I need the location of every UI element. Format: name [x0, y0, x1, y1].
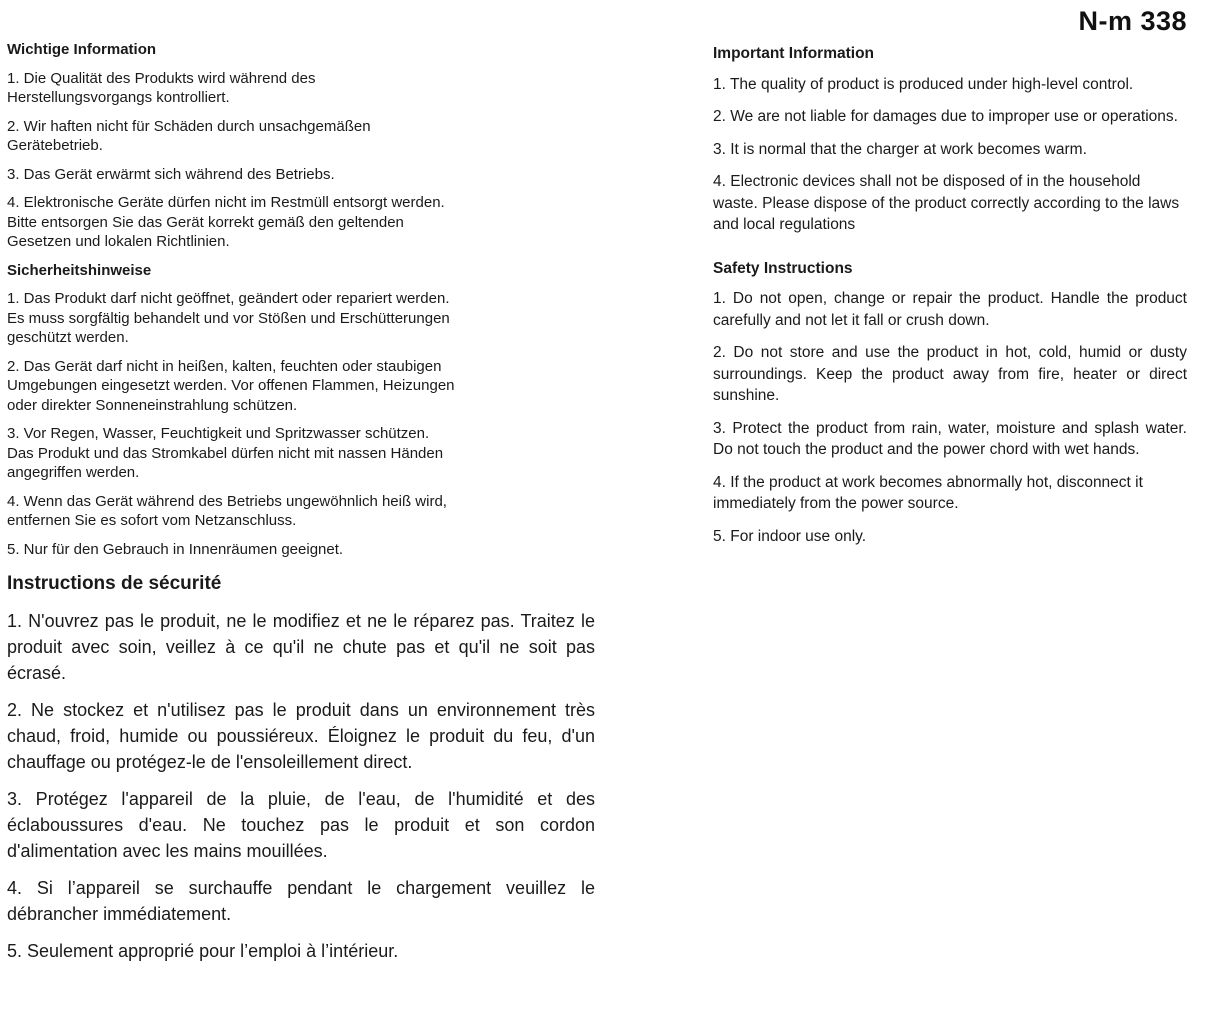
german-safety-item-4: 4. Wenn das Gerät während des Betriebs ungewöhnlich heiß wird, entfernen Sie es sofort vom Netzanschluss.: [7, 492, 452, 529]
german-safety-item-2: 2. Das Gerät darf nicht in heißen, kalten, feuchten oder staubigen Umgebungen eingesetzt werden. Vor offenen Flammen, Heizungen oder direkter Sonneneinstrahlung schützen.: [7, 357, 459, 414]
english-important-item-4: 4. Electronic devices shall not be disposed of in the household waste. Please dispose of the product correctly according to the laws and local regulations: [713, 173, 1180, 233]
french-safety-heading: Instructions de sécurité: [7, 573, 222, 594]
right-column: [713, 6, 1187, 558]
english-safety-item-2: 2. Do not store and use the product in hot, cold, humid or dusty surroundings. Keep the product away from fire, heater or direct sunshine.: [713, 344, 1187, 404]
english-important-item-2: 2. We are not liable for damages due to improper use or operations.: [713, 108, 1178, 125]
english-section: [713, 43, 1187, 547]
english-important-item-1: 1. The quality of product is produced under high-level control.: [713, 75, 1134, 93]
english-safety-item-5: 5. For indoor use only.: [713, 527, 867, 545]
french-safety-item-2: 2. Ne stockez et n'utilisez pas le produit dans un environnement très chaud, froid, humide ou poussiéreux. Éloignez le produit du feu, d'un chauffage ou protégez-le de l'ensoleillement direct.: [7, 700, 595, 772]
english-important-heading: Important Information: [713, 45, 875, 62]
french-section: [7, 571, 595, 964]
german-safety-heading: Sicherheitshinweise: [7, 261, 152, 279]
german-section: [7, 40, 457, 559]
french-safety-item-1: 1. N'ouvrez pas le produit, ne le modifiez et ne le réparez pas. Traitez le produit avec soin, veillez à ce qu'il ne chute pas et qu'il ne soit pas écrasé.: [7, 611, 595, 683]
english-safety-item-3: 3. Protect the product from rain, water, moisture and splash water. Do not touch the product and the power chord with wet hands.: [713, 419, 1187, 458]
model-number: N-m 338: [1078, 6, 1187, 36]
english-important-item-3: 3. It is normal that the charger at work becomes warm.: [713, 140, 1087, 158]
german-important-item-1: 1. Die Qualität des Produkts wird während des Herstellungsvorgangs kontrolliert.: [7, 69, 320, 106]
french-safety-item-3: 3. Protégez l'appareil de la pluie, de l'eau, de l'humidité et des éclaboussures d'eau. Ne touchez pas le produit et son cordon d'alimentation avec les mains mouillées.: [7, 789, 595, 861]
french-safety-item-5: 5. Seulement approprié pour l’emploi à l’intérieur.: [7, 941, 399, 961]
german-important-item-3: 3. Das Gerät erwärmt sich während des Betriebs.: [7, 165, 335, 183]
german-safety-item-5: 5. Nur für den Gebrauch in Innenräumen geeignet.: [7, 540, 344, 558]
german-safety-item-3: 3. Vor Regen, Wasser, Feuchtigkeit und Spritzwasser schützen. Das Produkt und das Stromkabel dürfen nicht mit nassen Händen angegriffen werden.: [7, 425, 448, 481]
german-important-heading: Wichtige Information: [7, 41, 157, 58]
english-safety-item-4: 4. If the product at work becomes abnormally hot, disconnect it immediately from the power source.: [713, 473, 1143, 512]
german-important-item-2: 2. Wir haften nicht für Schäden durch unsachgemäßen Gerätebetrieb.: [7, 117, 375, 154]
english-safety-item-1: 1. Do not open, change or repair the product. Handle the product carefully and not let it fall or crush down.: [713, 290, 1187, 329]
french-safety-item-4: 4. Si l’appareil se surchauffe pendant le chargement veuillez le débrancher immédiatement.: [7, 878, 595, 924]
german-safety-item-1: 1. Das Produkt darf nicht geöffnet, geändert oder repariert werden. Es muss sorgfältig behandelt und vor Stößen und Erschütterungen geschützt werden.: [7, 290, 454, 346]
left-column: [7, 40, 599, 975]
english-safety-heading: Safety Instructions: [713, 259, 853, 277]
german-important-item-4: 4. Elektronische Geräte dürfen nicht im Restmüll entsorgt werden. Bitte entsorgen Sie das Gerät korrekt gemäß den geltenden Gesetzen und lokalen Richtlinien.: [7, 194, 454, 250]
